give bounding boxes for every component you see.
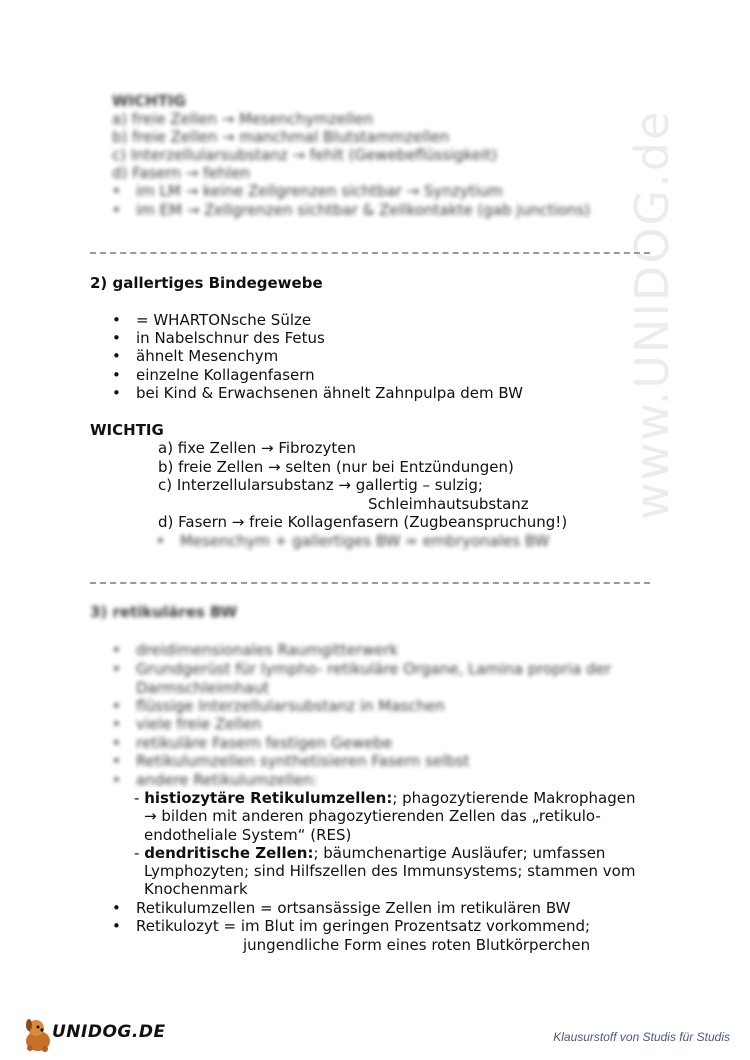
wichtig-item: d) Fasern → freie Kollagenfasern (Zugbeanspruchung!) (158, 513, 568, 531)
section-1-item: b) freie Zellen → manchmal Blutstammzellen (112, 128, 450, 146)
section-2-bullet: • einzelne Kollagenfasern (136, 366, 315, 384)
divider (90, 582, 650, 584)
dendri-line-2: Lymphozyten; sind Hilfszellen des Immunsystems; stammen vom (144, 862, 636, 880)
histio-line-3: endotheliale System“ (RES) (144, 826, 352, 844)
dendri-line: - dendritische Zellen:; bäumchenartige Ausläufer; umfassen (134, 844, 606, 862)
section-3-bullet: • Retikulumzellen synthetisieren Fasern selbst (136, 752, 470, 770)
blurred-bullet: • Mesenchym + gallertiges BW = embryonales BW (180, 532, 549, 550)
section-2-bullet: • = WHARTONsche Sülze (136, 311, 311, 329)
section-2-heading: 2) gallertiges Bindegewebe (90, 274, 323, 292)
section-2-bullet: • bei Kind & Erwachsenen ähnelt Zahnpulpa dem BW (136, 384, 523, 402)
histio-label: histiozytäre Retikulumzellen: (144, 789, 393, 807)
section-3-last-line: jungendliche Form eines roten Blutkörperchen (243, 936, 591, 954)
section-1-heading: WICHTIG (112, 92, 186, 110)
section-3-bullet: • flüssige Interzellularsubstanz in Maschen (136, 697, 445, 715)
section-1-item: a) freie Zellen → Mesenchymzellen (112, 110, 374, 128)
section-3-bullet: • andere Retikulumzellen: (136, 771, 318, 789)
section-1-bullet: • im LM → keine Zellgrenzen sichtbar → Synzytium (136, 182, 503, 200)
footer-tagline: Klausurstoff von Studis für Studis (553, 1030, 730, 1044)
wichtig-item: c) Interzellularsubstanz → gallertig – sulzig; (158, 476, 483, 494)
section-1-bullet: • im EM → Zellgrenzen sichtbar & Zellkontakte (gab junctions) (136, 201, 590, 219)
dendri-line-3: Knochenmark (144, 880, 248, 898)
histio-rest: ; phagozytierende Makrophagen (392, 789, 636, 807)
logo-text: UNIDOG.DE (52, 1022, 166, 1042)
dendri-label: dendritische Zellen: (144, 844, 314, 862)
section-1-item: c) Interzellularsubstanz → fehlt (Gewebeflüssigkeit) (112, 146, 498, 164)
wichtig-label: WICHTIG (90, 421, 164, 439)
section-3-bullet: • dreidimensionales Raumgitterwerk (136, 641, 398, 659)
dendri-rest: ; bäumchenartige Ausläufer; umfassen (313, 844, 606, 862)
section-3-heading: 3) retikuläres BW (90, 603, 238, 621)
divider (90, 252, 650, 254)
wichtig-item: b) freie Zellen → selten (nur bei Entzündungen) (158, 458, 514, 476)
section-3-bullet: • Retikulumzellen = ortsansässige Zellen im retikulären BW (136, 899, 570, 917)
section-3-bullet: • Grundgerüst für lympho- retikuläre Organe, Lamina propria der (136, 660, 611, 678)
histio-line: - histiozytäre Retikulumzellen:; phagozytierende Makrophagen (134, 789, 636, 807)
section-3-bullet: • retikuläre Fasern festigen Gewebe (136, 734, 392, 752)
section-1-item: d) Fasern → fehlen (112, 164, 251, 182)
histio-line-2: → bilden mit anderen phagozytierenden Zellen das „retikulo- (144, 807, 601, 825)
watermark: www.UNIDOG.de (625, 109, 679, 520)
section-2-bullet: • ähnelt Mesenchym (136, 347, 278, 365)
wichtig-item: a) fixe Zellen → Fibrozyten (158, 439, 356, 457)
section-3-bullet-continuation: Darmschleimhaut (136, 679, 270, 697)
section-2-bullet: • in Nabelschnur des Fetus (136, 329, 325, 347)
wichtig-item-continuation: Schleimhautsubstanz (368, 495, 529, 513)
section-3-bullet: • Retikulozyt = im Blut im geringen Prozentsatz vorkommend; (136, 917, 590, 935)
section-3-bullet: • viele freie Zellen (136, 715, 262, 733)
